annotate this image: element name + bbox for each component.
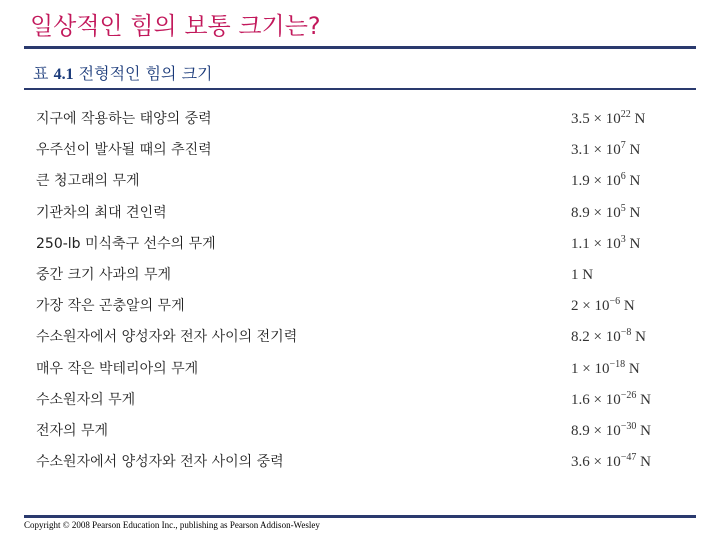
- magnitude-exponent: 6: [620, 171, 626, 183]
- magnitude-unit: N: [631, 329, 646, 346]
- magnitude-unit: N: [625, 142, 641, 159]
- magnitude-base: 10: [605, 204, 621, 221]
- force-description: 지구에 작용하는 태양의 중력: [36, 111, 212, 127]
- magnitude-unit: N: [625, 173, 641, 190]
- magnitude-unit: N: [620, 298, 635, 315]
- force-description: 수소원자에서 양성자와 전자 사이의 전기력: [36, 329, 298, 346]
- magnitude-exponent: −6: [609, 296, 621, 308]
- magnitude-base: 10: [605, 142, 621, 159]
- magnitude-mantissa: 3.5: [571, 111, 590, 127]
- magnitude-unit: N: [636, 391, 651, 408]
- times-symbol: ×: [589, 454, 606, 471]
- table-row: [0, 296, 720, 326]
- times-symbol: ×: [589, 204, 606, 221]
- magnitude-exponent: 3: [620, 233, 626, 245]
- times-symbol: ×: [589, 142, 606, 159]
- magnitude-base: 10: [605, 173, 621, 190]
- magnitude-base: 10: [605, 454, 621, 471]
- magnitude-unit: N: [578, 267, 594, 283]
- footer-divider: [24, 515, 696, 518]
- slide-title: 일상적인 힘의 보통 크기는?: [30, 12, 321, 40]
- magnitude-base: 10: [605, 111, 621, 127]
- force-description: 기관차의 최대 견인력: [36, 204, 167, 221]
- force-description: 매우 작은 박테리아의 무게: [36, 360, 199, 377]
- magnitude-exponent: −8: [620, 327, 632, 339]
- footer-copyright: Copyright © 2008 Pearson Education Inc., publishing as Pearson Addison-Wesley: [24, 520, 320, 530]
- table-row: [0, 171, 720, 201]
- times-symbol: ×: [578, 298, 595, 315]
- force-description: 중간 크기 사과의 무게: [36, 267, 172, 283]
- force-magnitude: [571, 203, 640, 223]
- magnitude-exponent: −30: [620, 421, 637, 432]
- force-magnitude: [571, 327, 646, 347]
- table-row: [0, 421, 720, 451]
- magnitude-exponent: 22: [620, 109, 631, 120]
- magnitude-mantissa: 8.9: [571, 204, 590, 221]
- magnitude-exponent: 7: [620, 140, 626, 152]
- magnitude-mantissa: 1: [571, 267, 579, 283]
- force-description: 250-lb 미식축구 선수의 무게: [36, 235, 216, 252]
- times-symbol: ×: [589, 329, 606, 346]
- magnitude-unit: N: [630, 111, 646, 127]
- force-magnitude: [571, 452, 651, 472]
- force-magnitude: [571, 296, 635, 316]
- magnitude-unit: N: [636, 454, 651, 471]
- times-symbol: ×: [589, 235, 606, 252]
- table-row: [0, 327, 720, 357]
- magnitude-base: 10: [605, 423, 621, 439]
- force-magnitude: [571, 140, 640, 160]
- magnitude-mantissa: 8.9: [571, 423, 590, 439]
- magnitude-mantissa: 8.2: [571, 329, 590, 346]
- force-magnitude: [571, 421, 651, 441]
- table-caption-text: 전형적인 힘의 크기: [78, 64, 213, 83]
- force-magnitude: [571, 265, 593, 285]
- table-caption-number: 4.1: [53, 66, 74, 83]
- force-magnitude: [571, 359, 640, 379]
- magnitude-unit: N: [625, 204, 641, 221]
- magnitude-exponent: −18: [609, 358, 626, 370]
- magnitude-exponent: 5: [620, 202, 626, 214]
- magnitude-mantissa: 3.1: [571, 142, 590, 159]
- magnitude-mantissa: 1.6: [571, 391, 590, 408]
- force-magnitude: [571, 171, 640, 191]
- magnitude-exponent: −26: [620, 389, 637, 401]
- table-row: [0, 140, 720, 170]
- magnitude-base: 10: [605, 391, 621, 408]
- times-symbol: ×: [589, 173, 606, 190]
- table-row: [0, 390, 720, 420]
- table-row: [0, 109, 720, 139]
- magnitude-mantissa: 3.6: [571, 454, 590, 471]
- force-description: 전자의 무게: [36, 423, 109, 439]
- times-symbol: ×: [589, 391, 606, 408]
- magnitude-base: 10: [605, 235, 621, 252]
- force-magnitude: [571, 234, 640, 254]
- force-description: 수소원자에서 양성자와 전자 사이의 중력: [36, 454, 284, 471]
- magnitude-exponent: −47: [620, 452, 637, 464]
- table-row: [0, 265, 720, 295]
- magnitude-base: 10: [605, 329, 621, 346]
- table-row: [0, 234, 720, 264]
- times-symbol: ×: [589, 111, 606, 127]
- magnitude-unit: N: [625, 235, 641, 252]
- table-row: [0, 359, 720, 389]
- force-magnitude: [571, 109, 645, 129]
- times-symbol: ×: [589, 423, 606, 439]
- magnitude-base: 10: [594, 360, 610, 377]
- table-row: [0, 203, 720, 233]
- force-magnitude: [571, 390, 651, 410]
- magnitude-unit: N: [625, 360, 640, 377]
- magnitude-unit: N: [636, 423, 651, 439]
- magnitude-mantissa: 1.9: [571, 173, 590, 190]
- table-caption-label: 표: [33, 64, 49, 83]
- magnitude-mantissa: 1.1: [571, 235, 590, 252]
- table-row: [0, 452, 720, 482]
- force-description: 큰 청고래의 무게: [36, 173, 140, 190]
- magnitude-mantissa: 1: [571, 360, 579, 377]
- magnitude-mantissa: 2: [571, 298, 579, 315]
- times-symbol: ×: [578, 360, 595, 377]
- force-description: 수소원자의 무게: [36, 391, 136, 408]
- force-description: 가장 작은 곤충알의 무게: [36, 298, 185, 315]
- force-description: 우주선이 발사될 때의 추진력: [36, 142, 212, 159]
- magnitude-base: 10: [594, 298, 610, 315]
